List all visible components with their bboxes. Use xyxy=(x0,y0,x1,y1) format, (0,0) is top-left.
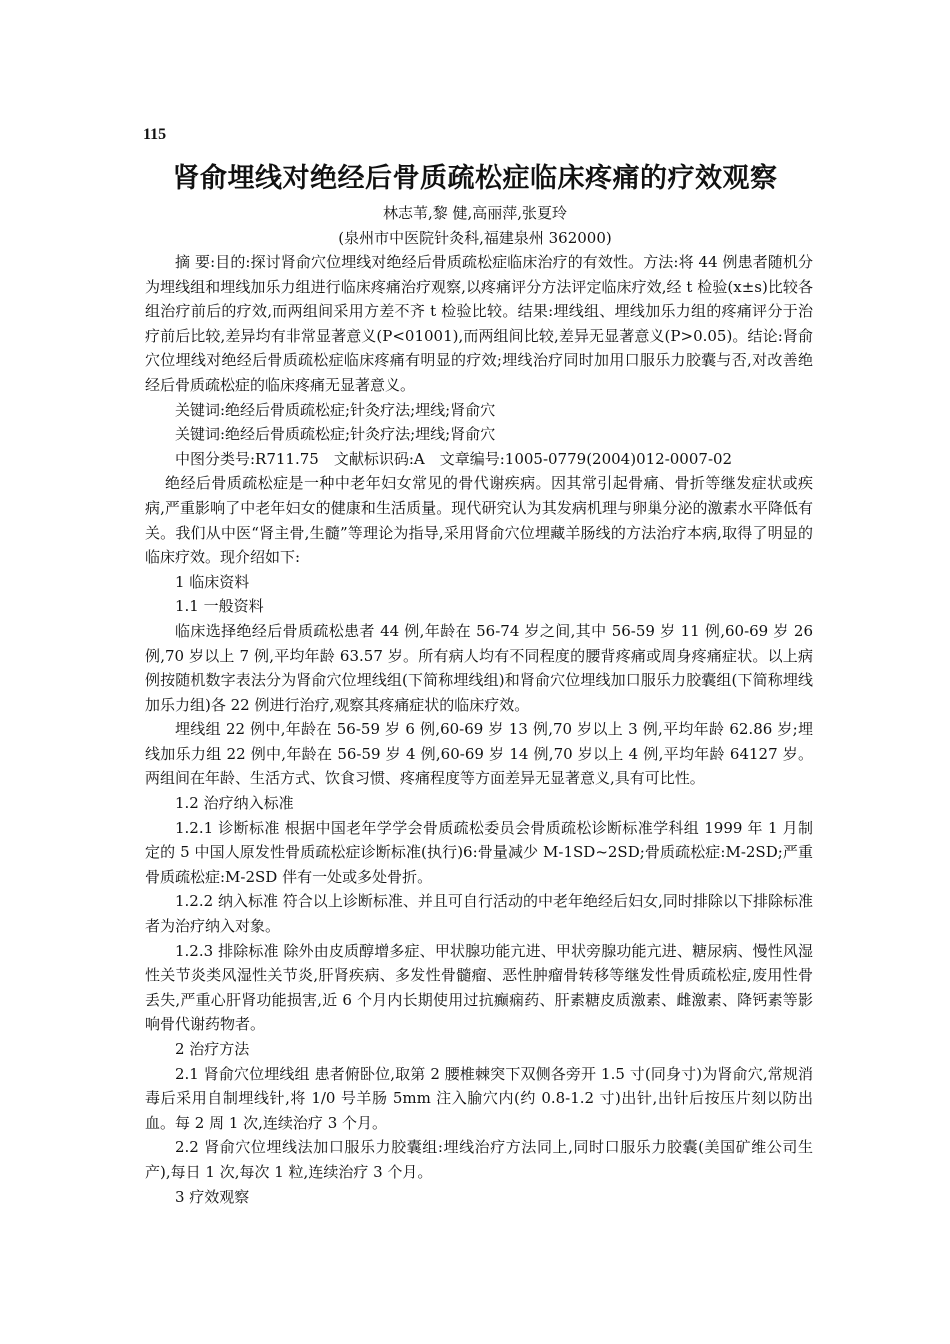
paragraph-h-1: 1 临床资料 xyxy=(175,572,250,591)
article-title: 肾俞埋线对绝经后骨质疏松症临床疼痛的疗效观察 xyxy=(172,163,778,194)
paragraph-h-1-1: 1.1 一般资料 xyxy=(175,597,264,616)
paragraph-classification: 中图分类号:R711.75 文献标识码:A 文章编号:1005-0779(2004)012-0007-02 xyxy=(175,449,733,468)
paragraph-keywords-2: 关键词:绝经后骨质疏松症;针灸疗法;埋线;肾俞穴 xyxy=(175,425,496,444)
affiliation: (泉州市中医院针灸科,福建泉州 362000) xyxy=(338,229,612,247)
paragraph-keywords-1: 关键词:绝经后骨质疏松症;针灸疗法;埋线;肾俞穴 xyxy=(175,400,496,419)
paragraph-p-1-2-2: 1.2.2 纳入标准 符合以上诊断标准、并且可自行活动的中老年绝经后妇女,同时排除以下排除标准者为治疗纳入对象。 xyxy=(145,892,813,936)
paragraph-abstract: 摘 要:目的:探讨肾俞穴位埋线对绝经后骨质疏松症临床治疗的有效性。方法:将 44 例患者随机分为埋线组和埋线加乐力组进行临床疼痛治疗观察,以疼痛评分方法评定临床疗效,经 t 检验(x±s)比较各组治疗前后的疗效,而两组间采用方差不齐 t 检验比较。结果:埋线组、埋线加乐力组的疼痛评分于治疗前后比较,差异均有非常显著意义(P<01001),而两组间比较,差异无显著意义(P>0.05)。结论:肾俞穴位埋线对绝经后骨质疏松症临床疼痛有明显的疗效;埋线治疗同时加用口服乐力胶囊与否,对改善绝经后骨质疏松症的临床疼痛无显著意义。 xyxy=(145,253,813,394)
paragraph-p-2-2: 2.2 肾俞穴位埋线法加口服乐力胶囊组:埋线治疗方法同上,同时口服乐力胶囊(美国矿维公司生产),每日 1 次,每次 1 粒,连续治疗 3 个月。 xyxy=(145,1138,813,1181)
paragraph-intro: 绝经后骨质疏松症是一种中老年妇女常见的骨代谢疾病。因其常引起骨痛、骨折等继发症状或疾病,严重影响了中老年妇女的健康和生活质量。现代研究认为其发病机理与卵巢分泌的激素水平降低有关。我们从中医“肾主骨,生髓”等理论为指导,采用肾俞穴位埋藏羊肠线的方法治疗本病,取得了明显的临床疗效。现介绍如下: xyxy=(145,474,813,567)
paragraph-p-1-1b: 埋线组 22 例中,年龄在 56-59 岁 6 例,60-69 岁 13 例,70 岁以上 3 例,平均年龄 62.86 岁;埋线加乐力组 22 例中,年龄在 56-59 岁 4 例,60-69 岁 14 例,70 岁以上 4 例,平均年龄 64127 岁。两组间在年龄、生活方式、饮食习惯、疼痛程度等方面差异无显著意义,具有可比性。 xyxy=(145,720,813,788)
authors: 林志苇,黎 健,高丽萍,张夏玲 xyxy=(382,204,568,222)
article-body xyxy=(145,250,813,1209)
paragraph-h-2: 2 治疗方法 xyxy=(175,1040,250,1058)
paragraph-p-1-1a: 临床选择绝经后骨质疏松患者 44 例,年龄在 56-74 岁之间,其中 56-59 岁 11 例,60-69 岁 26 例,70 岁以上 7 例,平均年龄 63.57 岁。所有病人均有不同程度的腰背疼痛或周身疼痛症状。以上病例按随机数字表法分为肾俞穴位埋线组(下简称埋线组)和肾俞穴位埋线加口服乐力胶囊组(下简称埋线加乐力组)各 22 例进行治疗,观察其疼痛症状的临床疗效。 xyxy=(145,621,813,714)
paragraph-p-1-2-1: 1.2.1 诊断标准 根据中国老年学学会骨质疏松委员会骨质疏松诊断标准学科组 1999 年 1 月制定的 5 中国人原发性骨质疏松症诊断标准(执行)6:骨量减少 M-1SD~2SD;骨质疏松症:M-2SD;严重骨质疏松症:M-2SD 伴有一处或多处骨折。 xyxy=(145,818,813,886)
page-number: 115 xyxy=(143,126,167,143)
paragraph-p-2-1: 2.1 肾俞穴位埋线组 患者俯卧位,取第 2 腰椎棘突下双侧各旁开 1.5 寸(同身寸)为肾俞穴,常规消毒后采用自制埋线针,将 1/0 号羊肠 5mm 注入腧穴内(约 0.8-1.2 寸)出针,出针后按压片刻以防出血。每 2 周 1 次,连续治疗 3 个月。 xyxy=(145,1064,813,1132)
paragraph-h-1-2: 1.2 治疗纳入标准 xyxy=(175,794,294,813)
paragraph-h-3: 3 疗效观察 xyxy=(175,1187,250,1206)
paragraph-p-1-2-3: 1.2.3 排除标准 除外由皮质醇增多症、甲状腺功能亢进、甲状旁腺功能亢进、糖尿病、慢性风湿性关节炎类风湿性关节炎,肝肾疾病、多发性骨髓瘤、恶性肿瘤骨转移等继发性骨质疏松症,废用性骨丢失,严重心肝肾功能损害,近 6 个月内长期使用过抗癫痫药、肝素糖皮质激素、雌激素、降钙素等影响骨代谢药物者。 xyxy=(145,941,813,1034)
